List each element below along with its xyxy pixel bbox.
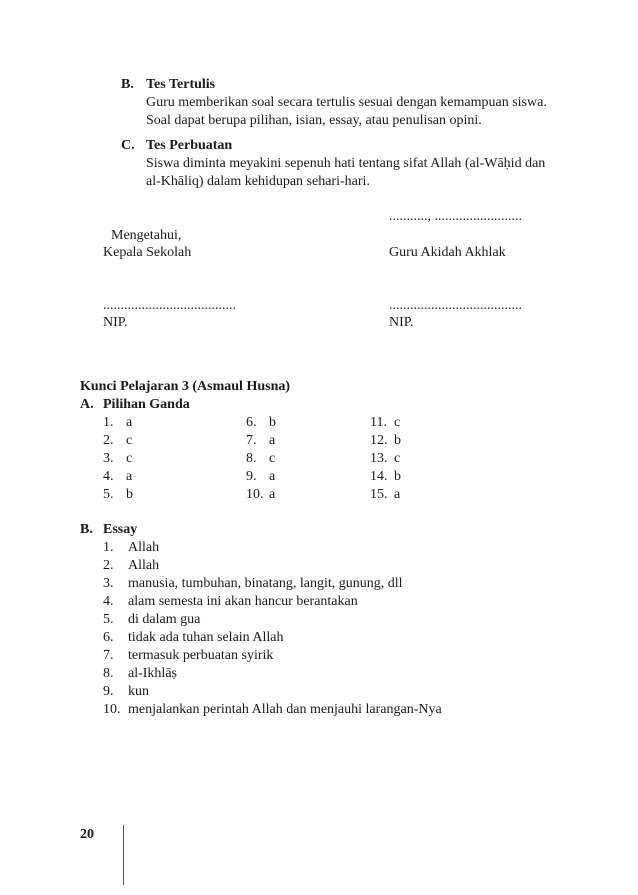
pg-item-num: 3. xyxy=(103,451,114,466)
essay-item-text: alam semesta ini akan hancur berantakan xyxy=(128,594,358,609)
test-b-title: Tes Tertulis xyxy=(146,77,216,92)
essay-item-text: tidak ada tuhan selain Allah xyxy=(128,630,284,645)
essay-item-text: termasuk perbuatan syirik xyxy=(128,648,274,663)
essay-item-text: Allah xyxy=(128,558,160,573)
essay-item-num: 1. xyxy=(103,540,114,555)
essay-item-text: menjalankan perintah Allah dan menjauhi larangan-Nya xyxy=(128,702,442,717)
essay-item-num: 5. xyxy=(103,612,114,627)
pg-item-answer: a xyxy=(126,415,133,430)
essay-item-text: Allah xyxy=(128,540,160,555)
essay-item-num: 7. xyxy=(103,648,114,663)
essay-item-num: 9. xyxy=(103,684,114,699)
pg-marker: A. xyxy=(80,397,94,412)
pg-item-num: 6. xyxy=(246,415,257,430)
pg-item-num: 10. xyxy=(246,487,264,502)
pg-item-num: 8. xyxy=(246,451,257,466)
pg-item-answer: a xyxy=(269,487,276,502)
pg-item-answer: c xyxy=(394,451,401,466)
pg-item-answer: c xyxy=(126,433,133,448)
essay-item-text: manusia, tumbuhan, binatang, langit, gunung, dll xyxy=(128,576,403,591)
pg-item-answer: c xyxy=(394,415,401,430)
essay-item-text: kun xyxy=(128,684,149,699)
guru-label: Guru Akidah Akhlak xyxy=(389,245,506,260)
essay-marker: B. xyxy=(80,522,93,537)
test-b-marker: B. xyxy=(121,77,134,92)
right-nip: NIP. xyxy=(389,315,414,330)
pg-item-num: 12. xyxy=(370,433,388,448)
essay-item-num: 4. xyxy=(103,594,114,609)
kepala-sekolah-label: Kepala Sekolah xyxy=(103,245,192,260)
test-c-line1: Siswa diminta meyakini sepenuh hati tentang sifat Allah (al-Wāḥid dan xyxy=(146,156,546,171)
test-b-line1: Guru memberikan soal secara tertulis sesuai dengan kemampuan siswa. xyxy=(146,95,547,110)
pg-item-num: 15. xyxy=(370,487,388,502)
pg-item-answer: c xyxy=(269,451,276,466)
essay-item-num: 6. xyxy=(103,630,114,645)
answer-key-title: Kunci Pelajaran 3 (Asmaul Husna) xyxy=(80,379,291,394)
page-number: 20 xyxy=(80,827,94,842)
test-c-marker: C. xyxy=(121,138,135,153)
pg-title: Pilihan Ganda xyxy=(103,397,190,412)
pg-item-answer: a xyxy=(126,469,133,484)
page-divider xyxy=(123,825,124,885)
right-signature-dots: ...................................... xyxy=(389,298,522,313)
pg-item-answer: c xyxy=(126,451,133,466)
pg-item-num: 13. xyxy=(370,451,388,466)
test-c-line2: al-Khāliq) dalam kehidupan sehari-hari. xyxy=(146,174,370,189)
left-nip: NIP. xyxy=(103,315,128,330)
essay-item-num: 2. xyxy=(103,558,114,573)
essay-item-text: di dalam gua xyxy=(128,612,201,627)
pg-item-answer: a xyxy=(394,487,401,502)
pg-item-num: 1. xyxy=(103,415,114,430)
essay-item-num: 8. xyxy=(103,666,114,681)
pg-item-answer: a xyxy=(269,469,276,484)
pg-item-num: 2. xyxy=(103,433,114,448)
test-b-line2: Soal dapat berupa pilihan, isian, essay, atau penulisan opini. xyxy=(146,113,482,128)
pg-item-num: 7. xyxy=(246,433,257,448)
pg-item-num: 9. xyxy=(246,469,257,484)
date-line: ..........., ......................... xyxy=(389,209,522,224)
left-signature-dots: ...................................... xyxy=(103,298,236,313)
mengetahui-label: Mengetahui, xyxy=(111,228,182,243)
pg-item-num: 5. xyxy=(103,487,114,502)
pg-item-answer: b xyxy=(394,469,401,484)
pg-item-answer: a xyxy=(269,433,276,448)
essay-item-num: 10. xyxy=(103,702,121,717)
essay-item-text: al-Ikhlāṣ xyxy=(128,666,177,681)
pg-item-answer: b xyxy=(394,433,401,448)
pg-item-num: 14. xyxy=(370,469,388,484)
pg-item-num: 11. xyxy=(370,415,387,430)
pg-item-num: 4. xyxy=(103,469,114,484)
pg-item-answer: b xyxy=(126,487,133,502)
test-c-title: Tes Perbuatan xyxy=(146,138,233,153)
essay-title: Essay xyxy=(103,522,138,537)
essay-item-num: 3. xyxy=(103,576,114,591)
pg-item-answer: b xyxy=(269,415,276,430)
